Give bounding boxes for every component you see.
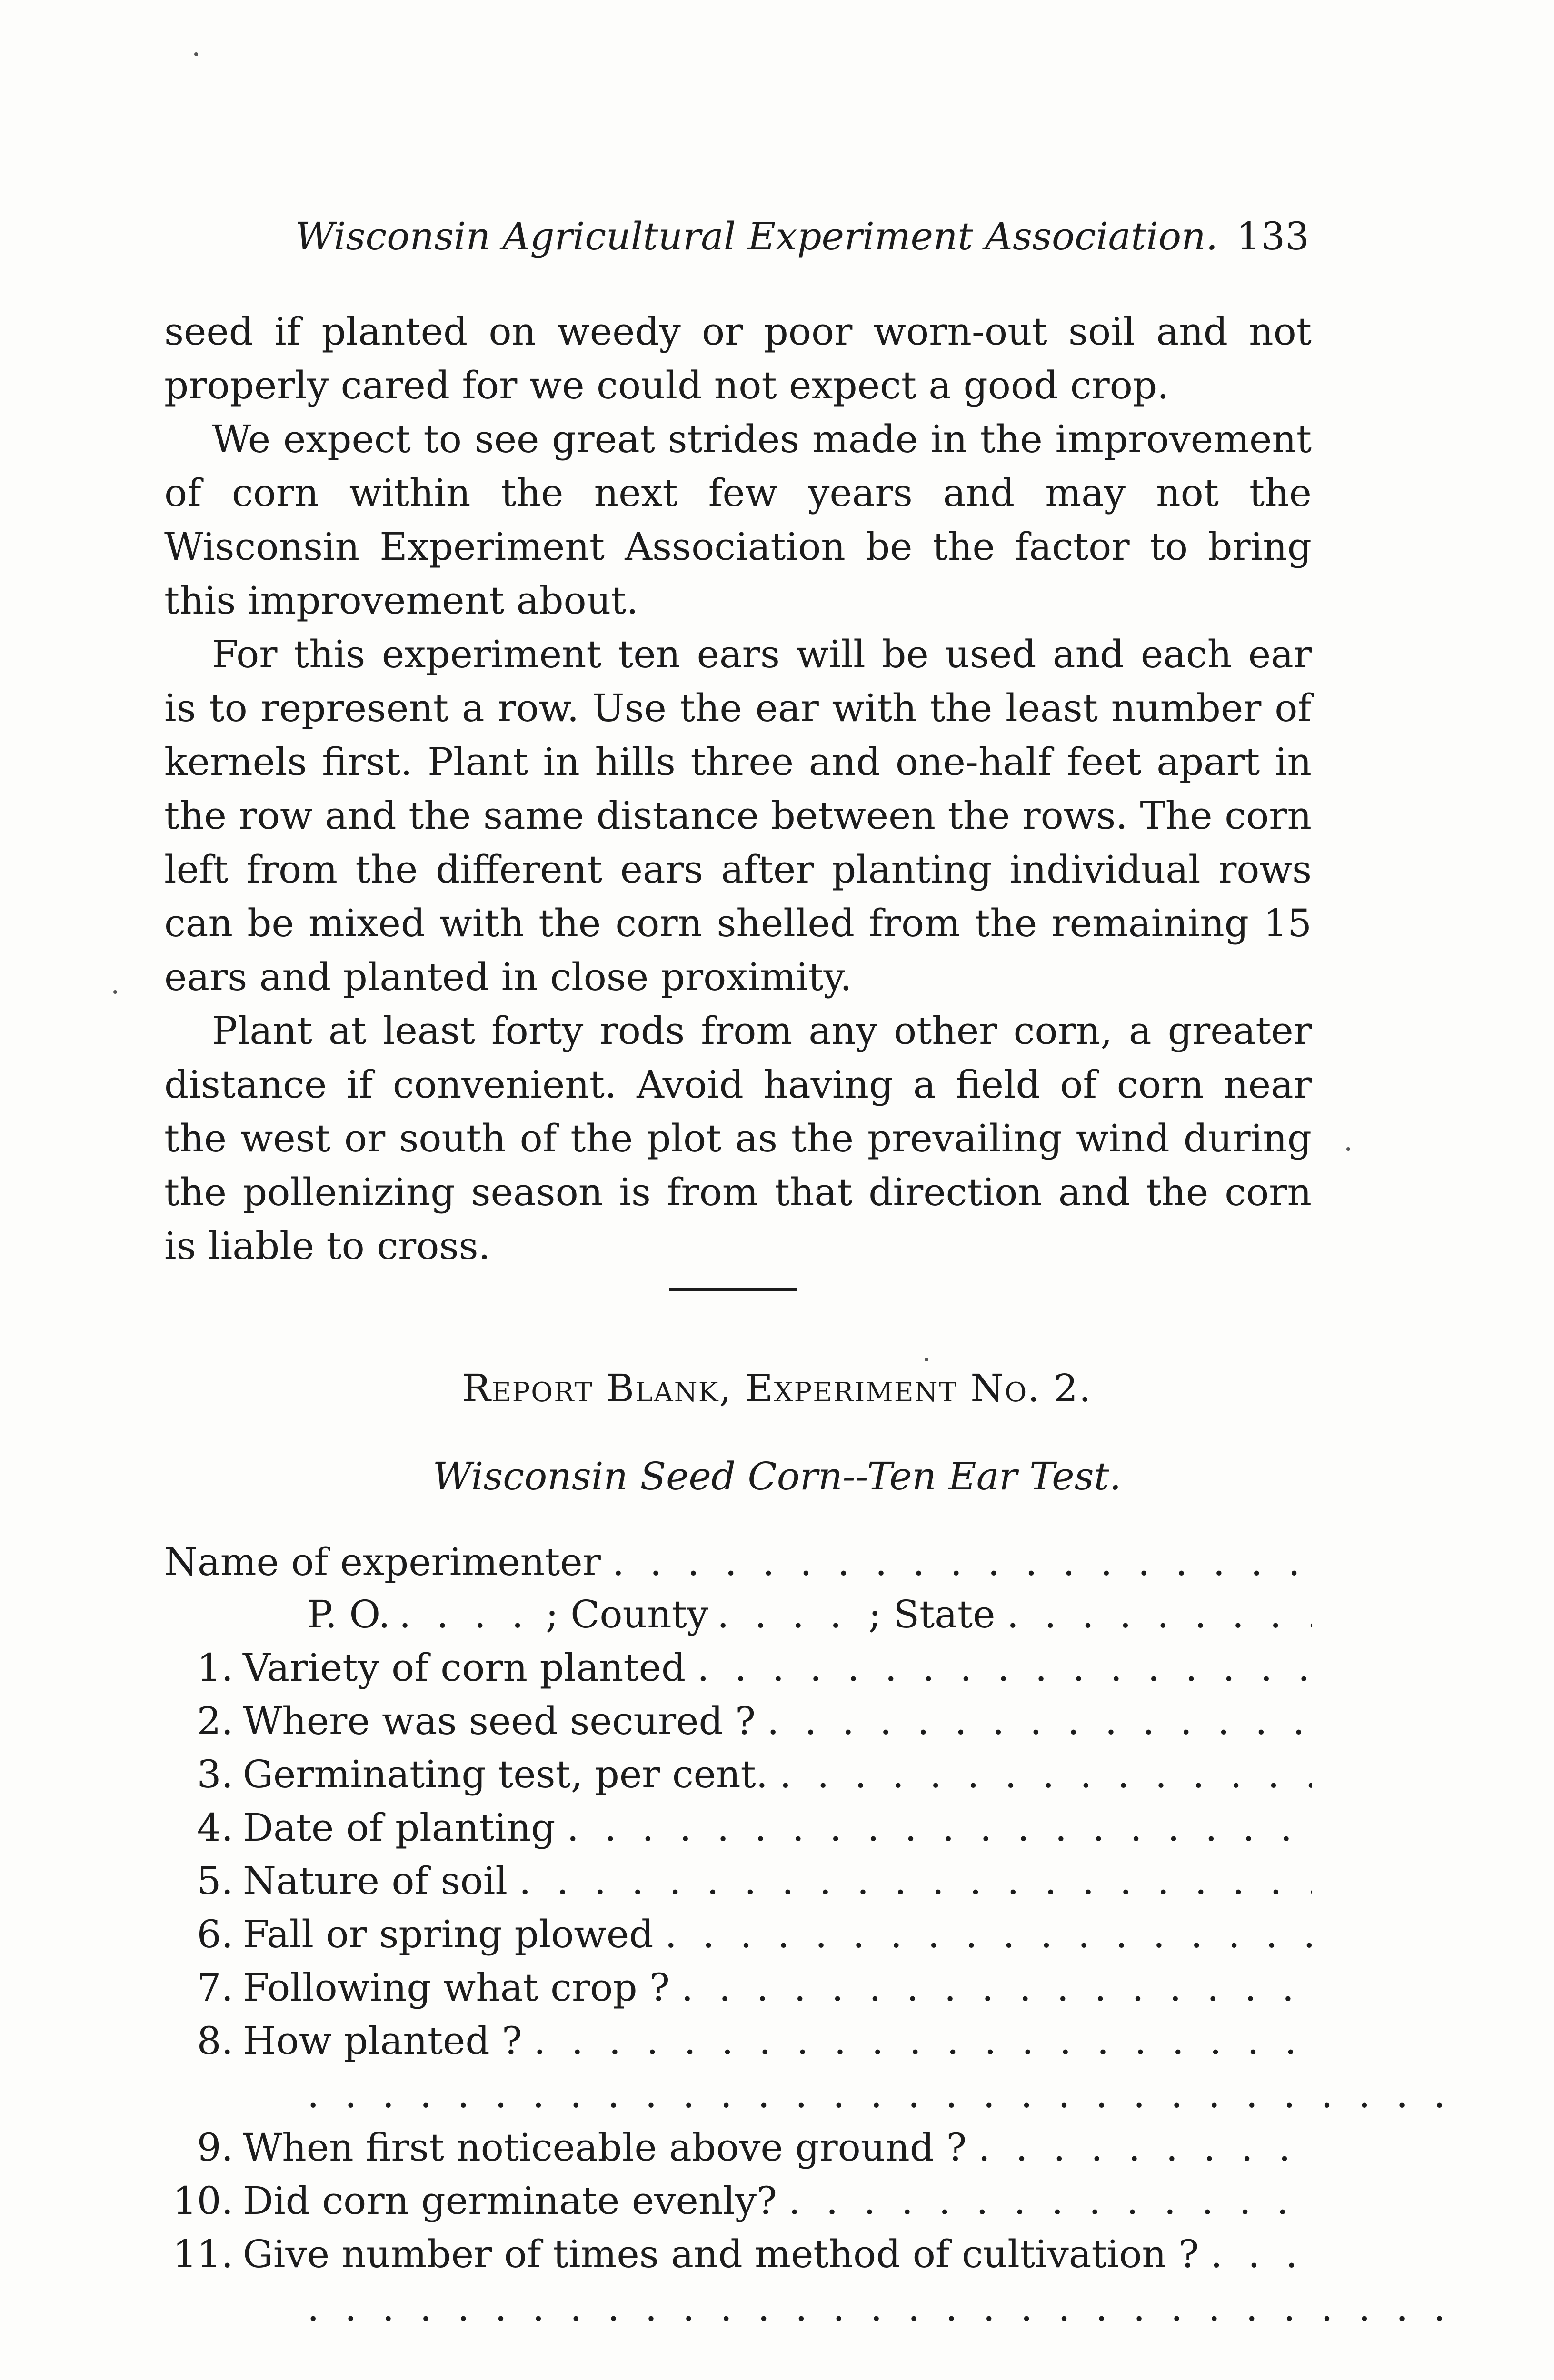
po-label: P. O. <box>307 1592 390 1636</box>
item-number: 8. <box>197 2019 233 2063</box>
form-item-2 <box>164 1699 1312 1746</box>
paper-speck <box>925 1358 928 1361</box>
item-8-continuation-line[interactable] <box>307 2072 1474 2120</box>
paper-speck <box>1346 1147 1350 1151</box>
form-item-10 <box>164 2179 1312 2226</box>
paragraph-4: Plant at least forty rods from any other corn, a greater distance if convenient. Avoid having a field of corn near the west or south of the plot as the prevailing wind during the pollenizing season is from that direction and the corn is liable to cross. <box>164 1009 1312 1268</box>
item-fill-line[interactable] <box>1210 2232 1312 2276</box>
item-label: Following what crop ? <box>243 1965 670 2010</box>
county-label: ; County <box>545 1592 708 1636</box>
paragraph-1: seed if planted on weedy or poor worn-out soil and not properly cared for we could not expect a good crop. <box>164 309 1312 407</box>
form-item-4 <box>164 1805 1312 1853</box>
item-11-continuation-line[interactable] <box>307 2285 1474 2333</box>
body-text <box>164 305 1312 1273</box>
item-label: Germinating test, per cent. <box>243 1752 768 1796</box>
item-fill-line[interactable] <box>534 2019 1312 2063</box>
state-fill-line[interactable] <box>1007 1592 1312 1636</box>
state-label: ; State <box>868 1592 996 1636</box>
form-item-5 <box>164 1859 1312 1906</box>
item-fill-line[interactable] <box>779 1752 1312 1796</box>
item-number: 6. <box>197 1912 233 1956</box>
form-item-3 <box>164 1752 1312 1800</box>
item-number: 4. <box>197 1805 233 1850</box>
item-label: When first noticeable above ground ? <box>243 2125 967 2170</box>
form-item-7 <box>164 1965 1312 2013</box>
item-number: 11. <box>172 2232 233 2276</box>
item-label: Nature of soil <box>243 1859 508 1903</box>
form-item-9 <box>164 2125 1312 2173</box>
running-title: Wisconsin Agricultural Experiment Association. <box>295 214 1218 258</box>
form-row-address <box>164 1592 1312 1640</box>
paper-speck <box>113 990 117 994</box>
page-number: 133 <box>1236 214 1309 258</box>
item-label: Where was seed secured ? <box>243 1699 756 1743</box>
name-label: Name of experimenter <box>164 1540 601 1584</box>
paragraph-2: We expect to see great strides made in the improvement of corn within the next few years and may not the Wisconsin Experiment Association be the factor to bring this improvement about. <box>164 417 1312 623</box>
item-fill-line[interactable] <box>681 1965 1312 2010</box>
item-label: How planted ? <box>243 2019 522 2063</box>
form-item-11 <box>164 2232 1312 2280</box>
item-number: 5. <box>197 1859 233 1903</box>
po-fill-line[interactable] <box>399 1592 537 1636</box>
item-fill-line[interactable] <box>665 1912 1312 1956</box>
running-header <box>295 214 1309 271</box>
form-item-6 <box>164 1912 1312 1960</box>
item-fill-line[interactable] <box>697 1646 1312 1690</box>
item-label: Date of planting <box>243 1805 556 1850</box>
item-fill-line[interactable] <box>519 1859 1312 1903</box>
item-label: Give number of times and method of cultivation ? <box>243 2232 1199 2276</box>
section-divider <box>669 1288 797 1291</box>
county-fill-line[interactable] <box>717 1592 860 1636</box>
form-row-name <box>164 1540 1312 1587</box>
item-fill-line[interactable] <box>767 1699 1312 1743</box>
item-label: Did corn germinate evenly? <box>243 2179 777 2223</box>
item-fill-line[interactable] <box>978 2125 1312 2170</box>
report-subtitle: Wisconsin Seed Corn--Ten Ear Test. <box>432 1454 1122 1498</box>
item-number: 9. <box>197 2125 233 2170</box>
item-fill-line[interactable] <box>567 1805 1312 1850</box>
item-fill-line[interactable] <box>788 2179 1312 2223</box>
item-number: 7. <box>197 1965 233 2010</box>
report-title: Report Blank, Experiment No. 2. <box>462 1366 1092 1410</box>
item-number: 10. <box>172 2179 233 2223</box>
item-number: 1. <box>197 1646 233 1690</box>
form-item-1 <box>164 1646 1312 1693</box>
item-label: Fall or spring plowed <box>243 1912 654 1956</box>
item-number: 2. <box>197 1699 233 1743</box>
paragraph-3: For this experiment ten ears will be used and each ear is to represent a row. Use the ear with the least number of kernels first. Plant in hills three and one-half feet apart in the row and the same distance between the rows. The corn left from the different ears after planting individual rows can be mixed with the corn shelled from the remaining 15 ears and planted in close proximity. <box>164 632 1312 999</box>
item-number: 3. <box>197 1752 233 1796</box>
name-fill-line[interactable] <box>612 1540 1312 1584</box>
paper-speck <box>194 52 198 56</box>
item-label: Variety of corn planted <box>243 1646 686 1690</box>
form-item-8 <box>164 2019 1312 2066</box>
